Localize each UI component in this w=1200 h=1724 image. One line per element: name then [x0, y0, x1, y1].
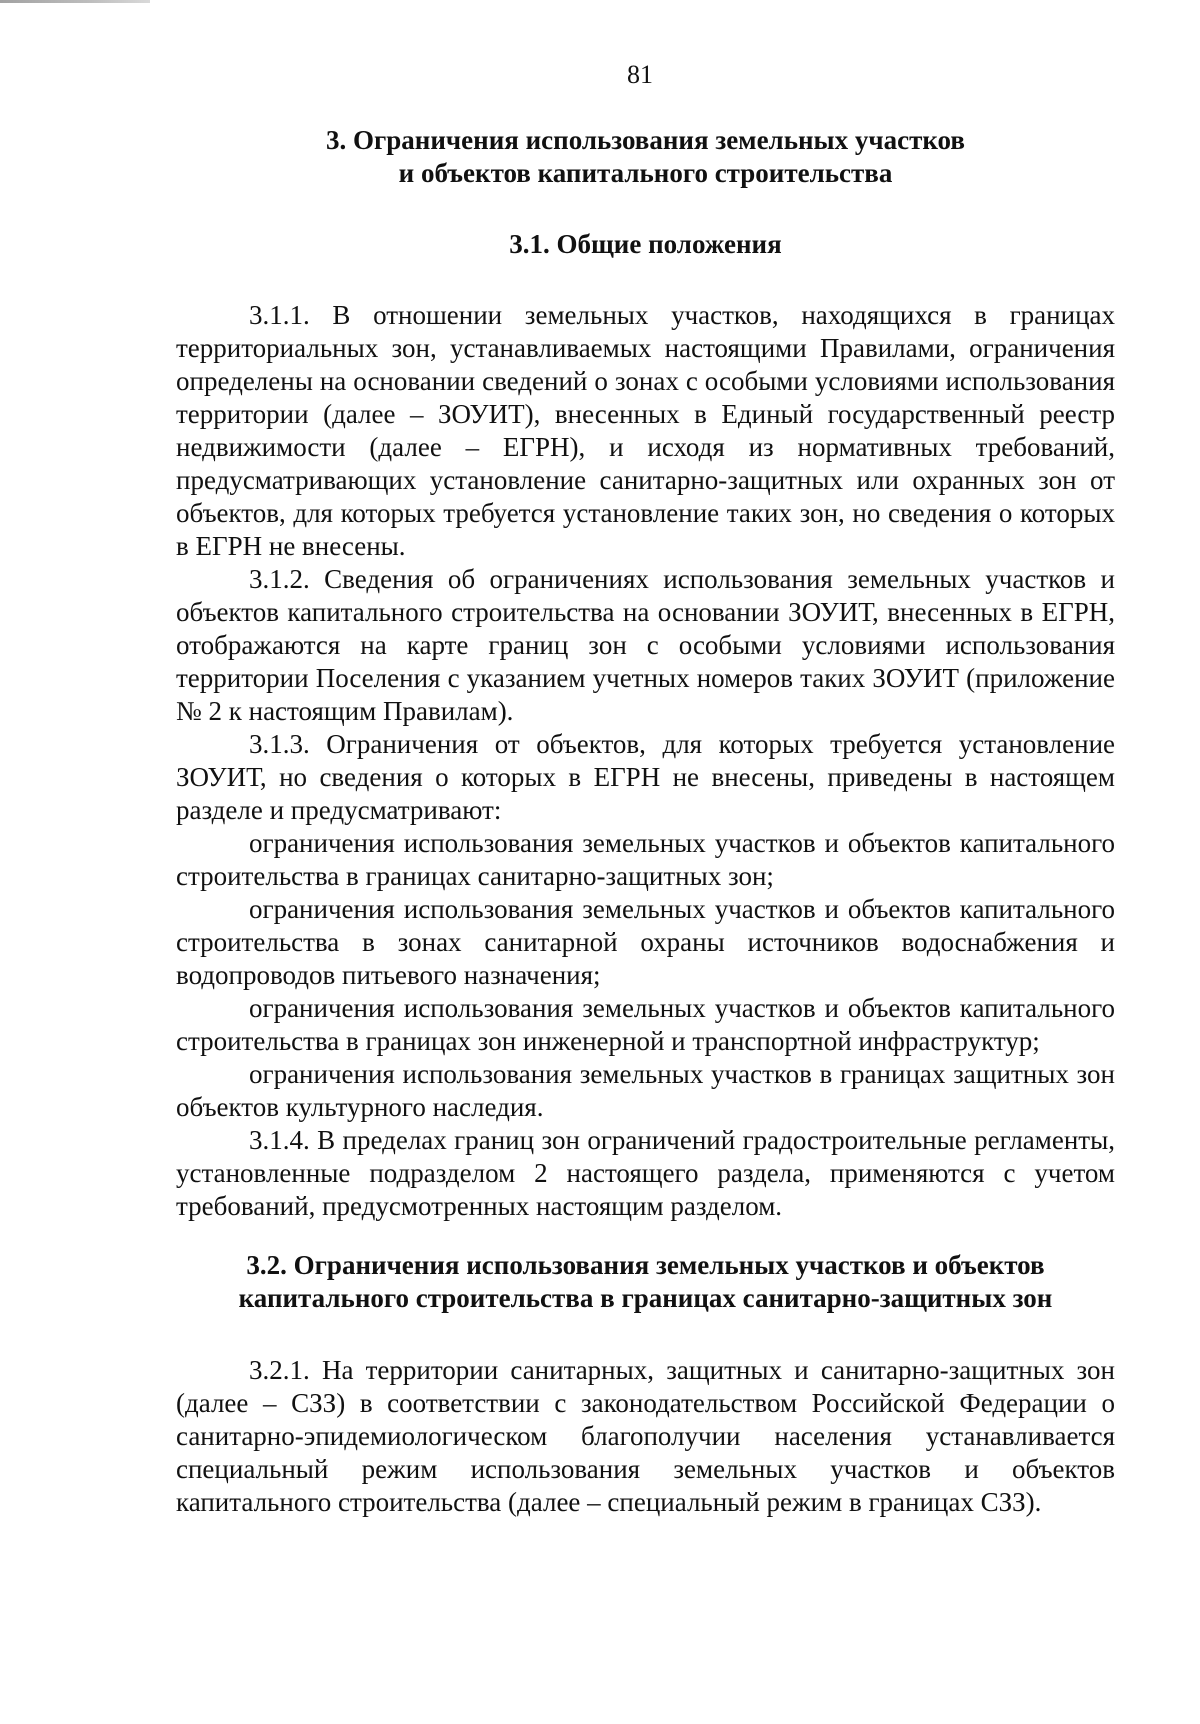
list-item-heritage-zones: ограничения использования земельных участков в границах защитных зон объектов культурного наследия. [176, 1059, 1115, 1122]
subsection-heading-3-2-line-2: капитального строительства в границах санитарно-защитных зон [238, 1283, 1053, 1313]
section-heading-3-line-1: 3. Ограничения использования земельных участков [326, 125, 965, 155]
list-item-water-protection: ограничения использования земельных участков и объектов капитального строительства в зонах санитарной охраны источников водоснабжения и водопроводов питьевого назначения; [176, 894, 1115, 990]
list-item-infrastructure-zones: ограничения использования земельных участков и объектов капитального строительства в границах зон инженерной и транспортной инфраструктур; [176, 993, 1115, 1056]
document-body [176, 124, 1115, 1519]
list-item-sanitary-zones: ограничения использования земельных участков и объектов капитального строительства в границах санитарно-защитных зон; [176, 828, 1115, 891]
section-heading-3-line-2: и объектов капитального строительства [398, 158, 893, 188]
paragraph-3-1-4: 3.1.4. В пределах границ зон ограничений градостроительные регламенты, установленные подразделом 2 настоящего раздела, применяются с учетом требований, предусмотренных настоящим разделом. [176, 1125, 1115, 1221]
scan-edge-mark [0, 0, 150, 3]
paragraph-3-1-2: 3.1.2. Сведения об ограничениях использования земельных участков и объектов капитального строительства на основании ЗОУИТ, внесенных в ЕГРН, отображаются на карте границ зон с особыми условиями использования территории Поселения с указанием учетных номеров таких ЗОУИТ (приложение № 2 к настоящим Правилам). [176, 564, 1115, 726]
subsection-heading-3-2-line-1: 3.2. Ограничения использования земельных участков и объектов [246, 1250, 1045, 1280]
paragraph-3-2-1: 3.2.1. На территории санитарных, защитных и санитарно-защитных зон (далее – СЗЗ) в соответствии с законодательством Российской Федерации о санитарно-эпидемиологическом благополучии населения устанавливается специальный режим использования земельных участков и объектов капитального строительства (далее – специальный режим в границах СЗЗ). [176, 1355, 1115, 1517]
page-number: 81 [627, 60, 653, 89]
subsection-heading-3-1: 3.1. Общие положения [509, 229, 782, 259]
section-heading-3 [176, 124, 1115, 190]
paragraph-3-1-1: 3.1.1. В отношении земельных участков, находящихся в границах территориальных зон, устанавливаемых настоящими Правилами, ограничения определены на основании сведений о зонах с особыми условиями использования территории (далее – ЗОУИТ), внесенных в Единый государственный реестр недвижимости (далее – ЕГРН), и исходя из нормативных требований, предусматривающих установление санитарно-защитных или охранных зон от объектов, для которых требуется установление таких зон, но сведения о которых в ЕГРН не внесены. [176, 300, 1115, 561]
subsection-heading-3-2 [176, 1249, 1115, 1315]
paragraph-3-1-3: 3.1.3. Ограничения от объектов, для которых требуется установление ЗОУИТ, но сведения о которых в ЕГРН не внесены, приведены в настоящем разделе и предусматривают: [176, 729, 1115, 825]
